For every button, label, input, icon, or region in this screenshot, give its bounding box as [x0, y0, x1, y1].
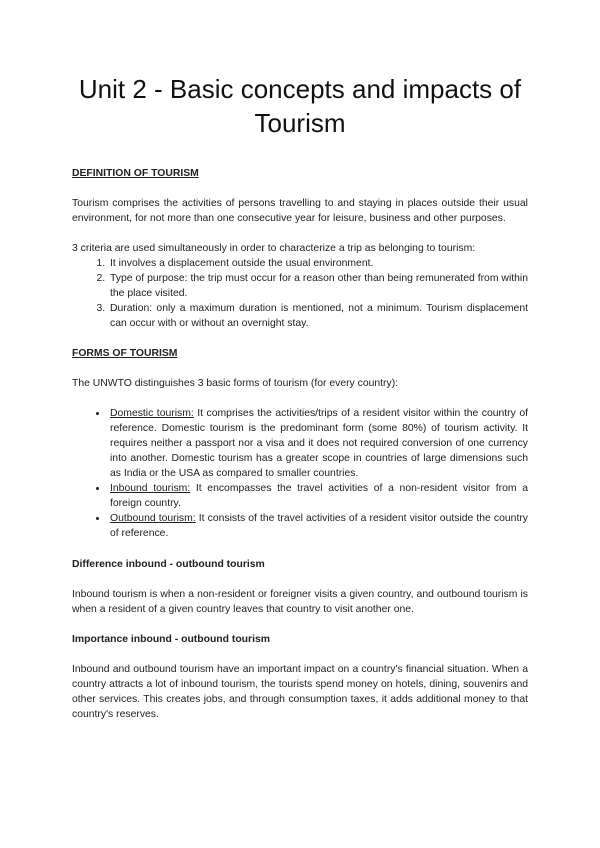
- importance-paragraph: Inbound and outbound tourism have an important impact on a country's financial situation. When a country attracts a lot of inbound tourism, the tourists spend money on hotels, dining, souvenirs and other services. This creates jobs, and through consumption taxes, it adds additional money to that country's reserves.: [72, 664, 528, 720]
- importance-heading: Importance inbound - outbound tourism: [72, 634, 270, 645]
- criteria-intro: 3 criteria are used simultaneously in order to characterize a trip as belonging to tourism:: [72, 243, 476, 254]
- term: Domestic tourism:: [110, 408, 194, 419]
- page-title: Unit 2 - Basic concepts and impacts of Tourism: [78, 74, 522, 138]
- term-text: It encompasses the travel activities of a non-resident visitor from a foreign country.: [110, 483, 529, 509]
- document-page: [72, 0, 528, 722]
- list-item: [108, 511, 528, 541]
- list-item: [108, 406, 528, 481]
- list-item: [108, 481, 528, 511]
- term-text: It comprises the activities/trips of a resident visitor within the country of reference. Domestic tourism is the predominant form (some 80%) of tourism activity. It requires neither a passport nor a visa and it does not required conversion of one currency into another. Domestic tourism has a greater scope in countries of large dimensions such as India or the USA as compared to smaller countries.: [110, 408, 529, 479]
- list-item: 3. Duration: only a maximum duration is mentioned, not a minimum. Tourism displacement can occur with or without an overnight stay.: [108, 301, 528, 331]
- term: Outbound tourism:: [110, 513, 196, 524]
- forms-list: [72, 406, 528, 541]
- list-item: 1. It involves a displacement outside the usual environment.: [108, 256, 528, 271]
- definition-heading: DEFINITION OF TOURISM: [72, 168, 199, 179]
- list-item: 2. Type of purpose: the trip must occur for a reason other than being remunerated from within the place visited.: [108, 271, 528, 301]
- difference-paragraph: Inbound tourism is when a non-resident or foreigner visits a given country, and outbound tourism is when a resident of a given country leaves that country to visit another one.: [72, 589, 528, 615]
- definition-paragraph: Tourism comprises the activities of persons travelling to and staying in places outside their usual environment, for not more than one consecutive year for leisure, business and other purposes.: [72, 198, 528, 224]
- forms-heading: FORMS OF TOURISM: [72, 348, 178, 359]
- term-text: It consists of the travel activities of a resident visitor outside the country of reference.: [110, 513, 528, 539]
- criteria-list: [72, 256, 528, 331]
- difference-heading: Difference inbound - outbound tourism: [72, 559, 265, 570]
- term: Inbound tourism:: [110, 483, 191, 494]
- forms-intro: The UNWTO distinguishes 3 basic forms of tourism (for every country):: [72, 378, 399, 389]
